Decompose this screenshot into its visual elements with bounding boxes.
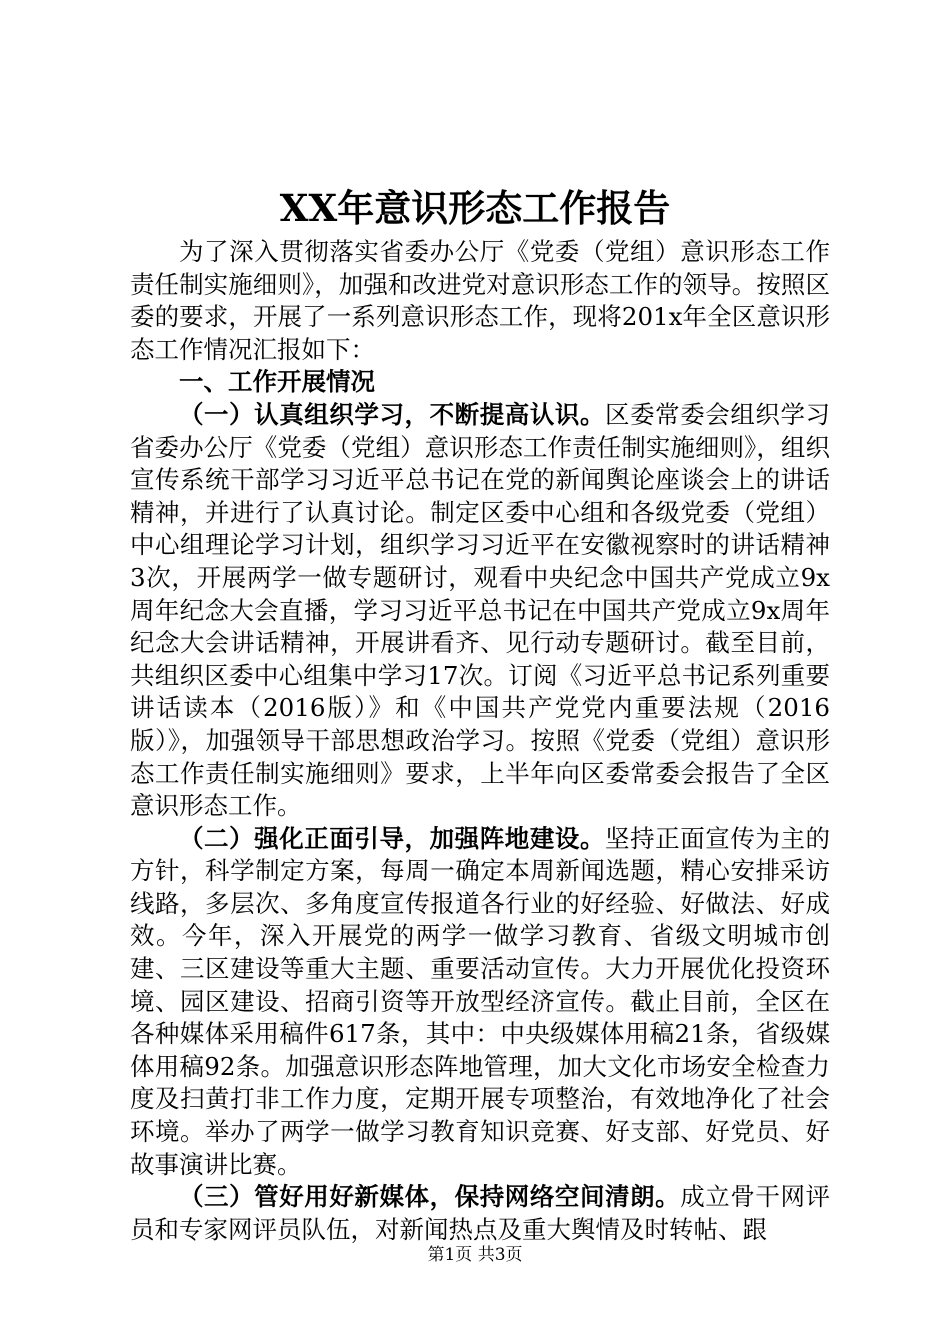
item-3-lead: （三）管好用好新媒体，保持网络空间清朗。: [179, 1182, 681, 1212]
item-1-lead: （一）认真组织学习，不断提高认识。: [179, 399, 606, 429]
item-2-paragraph: [130, 823, 830, 1182]
item-2-body: 坚持正面宣传为主的方针，科学制定方案，每周一确定本周新闻选题，精心安排采访线路，多层次、多角度宣传报道各行业的好经验、好做法、好成效。今年，深入开展党的两学一做学习教育、省级文明城市创建、三区建设等重大主题、重要活动宣传。大力开展优化投资环境、园区建设、招商引资等开放型经济宣传。截止目前，全区在各种媒体采用稿件617条，其中：中央级媒体用稿21条，省级媒体用稿92条。加强意识形态阵地管理，加大文化市场安全检查力度及扫黄打非工作力度，定期开展专项整治，有效地净化了社会环境。举办了两学一做学习教育知识竞赛、好支部、好党员、好故事演讲比赛。: [130, 823, 831, 1179]
page-footer: 第1页 共3页: [427, 1245, 523, 1265]
document-body: [130, 236, 830, 1246]
document-title: XX年意识形态工作报告: [279, 186, 671, 230]
item-3-paragraph: [130, 1181, 830, 1246]
item-1-paragraph: [130, 399, 830, 823]
section-heading: 一、工作开展情况: [179, 367, 375, 397]
intro-paragraph: 为了深入贯彻落实省委办公厅《党委（党组）意识形态工作责任制实施细则》，加强和改进党对意识形态工作的领导。按照区委的要求，开展了一系列意识形态工作，现将201x年全区意识形态工作情况汇报如下：: [130, 237, 830, 364]
item-1-body: 区委常委会组织学习省委办公厅《党委（党组）意识形态工作责任制实施细则》，组织宣传系统干部学习习近平总书记在党的新闻舆论座谈会上的讲话精神，并进行了认真讨论。制定区委中心组和各级党委（党组）中心组理论学习计划，组织学习习近平在安徽视察时的讲话精神3次，开展两学一做专题研讨，观看中央纪念中国共产党成立9x周年纪念大会直播，学习习近平总书记在中国共产党成立9x周年纪念大会讲话精神，开展讲看齐、见行动专题研讨。截至目前，共组织区委中心组集中学习17次。订阅《习近平总书记系列重要讲话读本（2016版）》和《中国共产党党内重要法规（2016版）》，加强领导干部思想政治学习。按照《党委（党组）意识形态工作责任制实施细则》要求，上半年向区委常委会报告了全区意识形态工作。: [130, 399, 831, 821]
item-3-body: 成立骨干网评员和专家网评员队伍，对新闻热点及重大舆情及时转帖、跟: [130, 1182, 831, 1244]
item-2-lead: （二）强化正面引导，加强阵地建设。: [179, 823, 606, 853]
